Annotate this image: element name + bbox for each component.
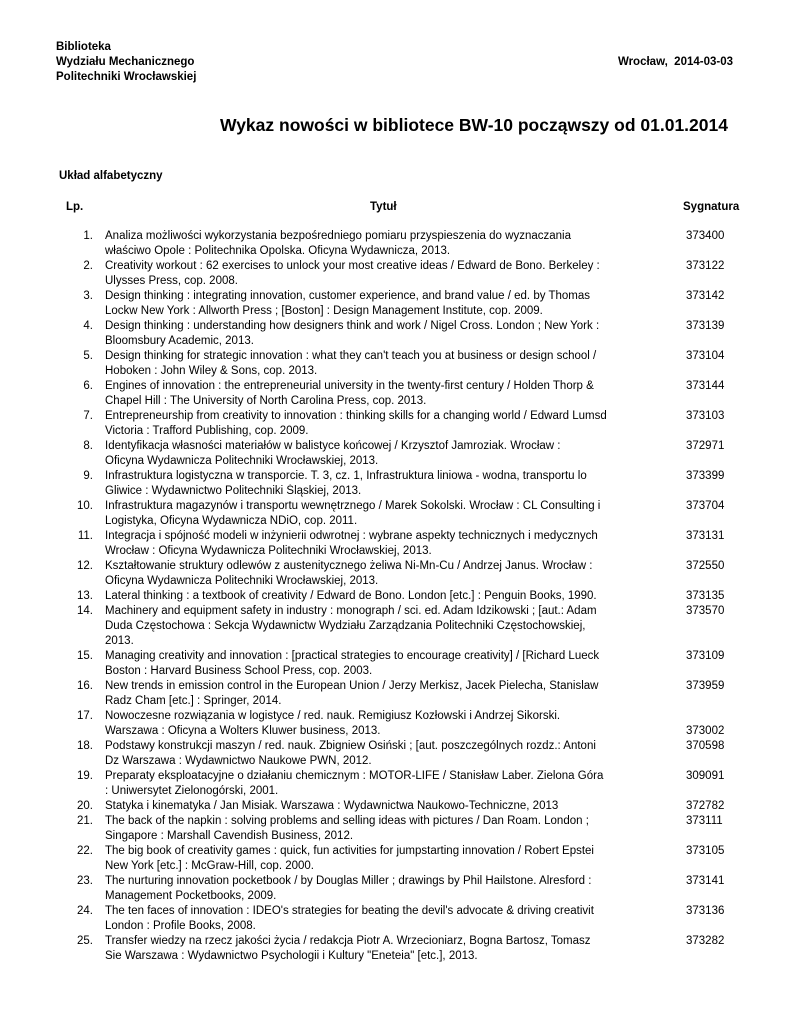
entry-number: 13. [77,590,93,602]
entry-description-line: Design thinking for strategic innovation : what they can't teach you at business or design school / [105,350,597,362]
entry-description-line: New York [etc.] : McGraw-Hill, cop. 2000. [105,860,314,872]
entry-signature: 373135 [686,590,725,602]
entry-description [105,814,670,844]
entry-number: 1. [83,230,93,242]
column-header-signature: Sygnatura [683,201,740,213]
list-item [0,844,791,874]
entry-description-line: New trends in emission control in the European Union / Jerzy Merkisz, Jacek Pielecha, Stanislaw [105,680,599,692]
list-item [0,499,791,529]
entry-description [105,874,670,904]
entry-description-line: Lateral thinking : a textbook of creativity / Edward de Bono. London [etc.] : Penguin Books, 1990. [105,590,597,602]
entry-description [105,499,670,529]
entry-description [105,379,670,409]
entry-signature: 373400 [686,230,725,242]
list-item [0,739,791,769]
entry-description [105,289,670,319]
entry-number: 2. [83,260,93,272]
column-header-number: Lp. [66,201,84,213]
library-name-line: Wydziału Mechanicznego [56,56,195,68]
entry-description-line: Duda Częstochowa : Sekcja Wydawnictw Wydziału Zarządzania Politechniki Częstochowskiej, [105,620,586,632]
entry-number: 3. [83,290,93,302]
list-item [0,379,791,409]
entry-description-line: Transfer wiedzy na rzecz jakości życia / redakcja Piotr A. Wrzecioniarz, Bogna Bartosz, Tomasz [105,935,591,947]
entry-description-line: Identyfikacja własności materiałów w balistyce końcowej / Krzysztof Jamroziak. Wrocław : [105,440,561,452]
entry-description-line: The nurturing innovation pocketbook / by Douglas Miller ; drawings by Phil Hailstone. Alresford : [105,875,592,887]
entry-description-line: Warszawa : Oficyna a Wolters Kluwer business, 2013. [105,725,381,737]
entry-description-line: The back of the napkin : solving problems and selling ideas with pictures / Dan Roam. London ; [105,815,589,827]
entry-description [105,844,670,874]
entry-description-line: Victoria : Trafford Publishing, cop. 2009. [105,425,309,437]
entry-number: 20. [77,800,93,812]
list-item [0,349,791,379]
entry-number: 16. [77,680,93,692]
entry-description-line: London : Profile Books, 2008. [105,920,256,932]
entry-description-line: Managing creativity and innovation : [practical strategies to encourage creativity] / [Richard Lueck [105,650,600,662]
entry-signature: 373704 [686,500,725,512]
entry-signature: 373122 [686,260,725,272]
list-item [0,814,791,844]
entry-signature: 373282 [686,935,725,947]
entry-signature: 373104 [686,350,725,362]
entry-signature: 373105 [686,845,725,857]
list-item [0,559,791,589]
entry-description-line: Design thinking : understanding how designers think and work / Nigel Cross. London ; New York : [105,320,600,332]
list-item [0,904,791,934]
list-item [0,799,791,814]
list-item [0,289,791,319]
entry-description-line: Integracja i spójność modeli w inżynierii odwrotnej : wybrane aspekty technicznych i medycznych [105,530,598,542]
entry-description-line: The big book of creativity games : quick, fun activities for jumpstarting innovation / Robert Epstei [105,845,594,857]
entry-number: 10. [77,500,93,512]
list-item [0,934,791,964]
entry-description-line: Oficyna Wydawnicza Politechniki Wrocławskiej, 2013. [105,575,379,587]
sort-order-label: Układ alfabetyczny [59,170,163,182]
entry-signature: 373139 [686,320,725,332]
entry-description-line: Logistyka, Oficyna Wydawnicza NDiO, cop. 2011. [105,515,358,527]
entry-description-line: Boston : Harvard Business School Press, cop. 2003. [105,665,373,677]
entry-signature: 373109 [686,650,725,662]
entry-description-line: Wrocław : Oficyna Wydawnicza Politechniki Wrocławskiej, 2013. [105,545,432,557]
entry-number: 7. [83,410,93,422]
entry-description-line: Entrepreneurship from creativity to innovation : thinking skills for a changing world / Edward Lumsd [105,410,607,422]
entry-description-line: Hoboken : John Wiley & Sons, cop. 2013. [105,365,318,377]
document-title: Wykaz nowości w bibliotece BW-10 począwszy od 01.01.2014 [220,115,728,135]
library-name [56,40,196,85]
list-item [0,604,791,649]
list-item [0,649,791,679]
entry-signature: 373144 [686,380,725,392]
entry-description [105,349,670,379]
entry-number: 24. [77,905,93,917]
entry-description-line: Management Pocketbooks, 2009. [105,890,277,902]
entry-signature: 373111 [686,815,723,827]
entry-description-line: Chapel Hill : The University of North Carolina Press, cop. 2013. [105,395,427,407]
entry-number: 12. [77,560,93,572]
entry-description-line: właściwo Opole : Politechnika Opolska. Oficyna Wydawnicza, 2013. [105,245,451,257]
entry-description-line: Oficyna Wydawnicza Politechniki Wrocławskiej, 2013. [105,455,379,467]
list-item [0,709,791,739]
entry-description [105,799,670,814]
entry-signature: 373142 [686,290,725,302]
entry-description-line: Ulysses Press, cop. 2008. [105,275,238,287]
entry-number: 17. [77,710,93,722]
list-item [0,409,791,439]
entry-description [105,709,670,739]
entry-description-line: Radz Cham [etc.] : Springer, 2014. [105,695,282,707]
entry-description-line: Infrastruktura logistyczna w transporcie. T. 3, cz. 1, Infrastruktura liniowa - wodna, transportu lo [105,470,587,482]
entry-description-line: Kształtowanie struktury odlewów z austenitycznego żeliwa Ni-Mn-Cu / Andrzej Janus. Wrocław : [105,560,593,572]
entry-description-line: Podstawy konstrukcji maszyn / red. nauk. Zbigniew Osiński ; [aut. poszczególnych rozdz.: Antoni [105,740,596,752]
entry-description-line: Dz Warszawa : Wydawnictwo Naukowe PWN, 2012. [105,755,372,767]
place-and-date: Wrocław, 2014-03-03 [617,56,733,68]
entry-signature: 372971 [686,440,725,452]
entry-description-line: 2013. [105,635,134,647]
entry-number: 23. [77,875,93,887]
entry-number: 9. [83,470,93,482]
entry-description-line: Design thinking : integrating innovation, customer experience, and brand value / ed. by Thomas [105,290,590,302]
list-item [0,589,791,604]
entry-number: 5. [83,350,93,362]
entry-description-line: Engines of innovation : the entrepreneurial university in the twenty-first century / Holden Thorp & [105,380,594,392]
entry-signature: 373399 [686,470,725,482]
entry-description [105,904,670,934]
library-name-line: Biblioteka [56,41,111,53]
list-item [0,469,791,499]
list-item [0,439,791,469]
entry-description-line: Sie Warszawa : Wydawnictwo Psychologii i Kultury "Eneteia" [etc.], 2013. [105,950,478,962]
list-item [0,229,791,259]
entry-signature: 373131 [686,530,725,542]
entry-description [105,769,670,799]
entry-number: 19. [77,770,93,782]
entry-description [105,319,670,349]
entry-number: 21. [77,815,93,827]
entry-number: 25. [77,935,93,947]
list-item [0,679,791,709]
entry-number: 11. [77,530,93,542]
entry-description-line: Preparaty eksploatacyjne o działaniu chemicznym : MOTOR-LIFE / Stanisław Laber. Zielona Góra [105,770,604,782]
entry-description [105,259,670,289]
column-header-title: Tytuł [370,201,397,213]
entry-description [105,229,670,259]
entry-number: 6. [83,380,93,392]
entry-description-line: Infrastruktura magazynów i transportu wewnętrznego / Marek Sokolski. Wrocław : CL Consulting i [105,500,601,512]
entry-signature: 373141 [686,875,725,887]
entry-signature: 373002 [686,725,725,737]
entry-description [105,469,670,499]
entry-description-line: Singapore : Marshall Cavendish Business, 2012. [105,830,354,842]
list-item [0,874,791,904]
entry-signature: 372550 [686,560,725,572]
entry-description-line: Bloomsbury Academic, 2013. [105,335,254,347]
entry-description [105,679,670,709]
entry-description [105,439,670,469]
entry-number: 22. [77,845,93,857]
entry-signature: 372782 [686,800,725,812]
entry-description [105,934,670,964]
entry-description-line: Machinery and equipment safety in industry : monograph / sci. ed. Adam Idzikowski ; [aut.: Adam [105,605,597,617]
entry-description [105,529,670,559]
entry-description [105,589,670,604]
entry-description [105,604,670,649]
list-item [0,319,791,349]
entry-signature: 373103 [686,410,725,422]
entry-list [0,229,791,964]
list-item [0,259,791,289]
entry-description-line: Statyka i kinematyka / Jan Misiak. Warszawa : Wydawnictwa Naukowo-Techniczne, 2013 [105,800,559,812]
entry-description [105,559,670,589]
entry-number: 8. [83,440,93,452]
entry-signature: 373570 [686,605,725,617]
entry-signature: 373136 [686,905,725,917]
entry-signature: 309091 [686,770,725,782]
entry-description [105,409,670,439]
entry-description-line: : Uniwersytet Zielonogórski, 2001. [105,785,279,797]
entry-description-line: Gliwice : Wydawnictwo Politechniki Śląskiej, 2013. [105,485,362,497]
entry-description-line: Lockw New York : Allworth Press ; [Boston] : Design Management Institute, cop. 2009. [105,305,543,317]
entry-description-line: The ten faces of innovation : IDEO's strategies for beating the devil's advocate & driving creativit [105,905,594,917]
entry-description-line: Creativity workout : 62 exercises to unlock your most creative ideas / Edward de Bono. Berkeley : [105,260,600,272]
entry-description [105,739,670,769]
entry-description [105,649,670,679]
entry-number: 4. [83,320,93,332]
entry-description-line: Nowoczesne rozwiązania w logistyce / red. nauk. Remigiusz Kozłowski i Andrzej Sikorski. [105,710,561,722]
library-name-line: Politechniki Wrocławskiej [56,71,197,83]
entry-number: 15. [77,650,93,662]
entry-signature: 373959 [686,680,725,692]
list-item [0,529,791,559]
entry-signature: 370598 [686,740,725,752]
entry-number: 14. [77,605,93,617]
entry-number: 18. [77,740,93,752]
entry-description-line: Analiza możliwości wykorzystania bezpośredniego pomiaru przyspieszenia do wyznaczania [105,230,571,242]
list-item [0,769,791,799]
